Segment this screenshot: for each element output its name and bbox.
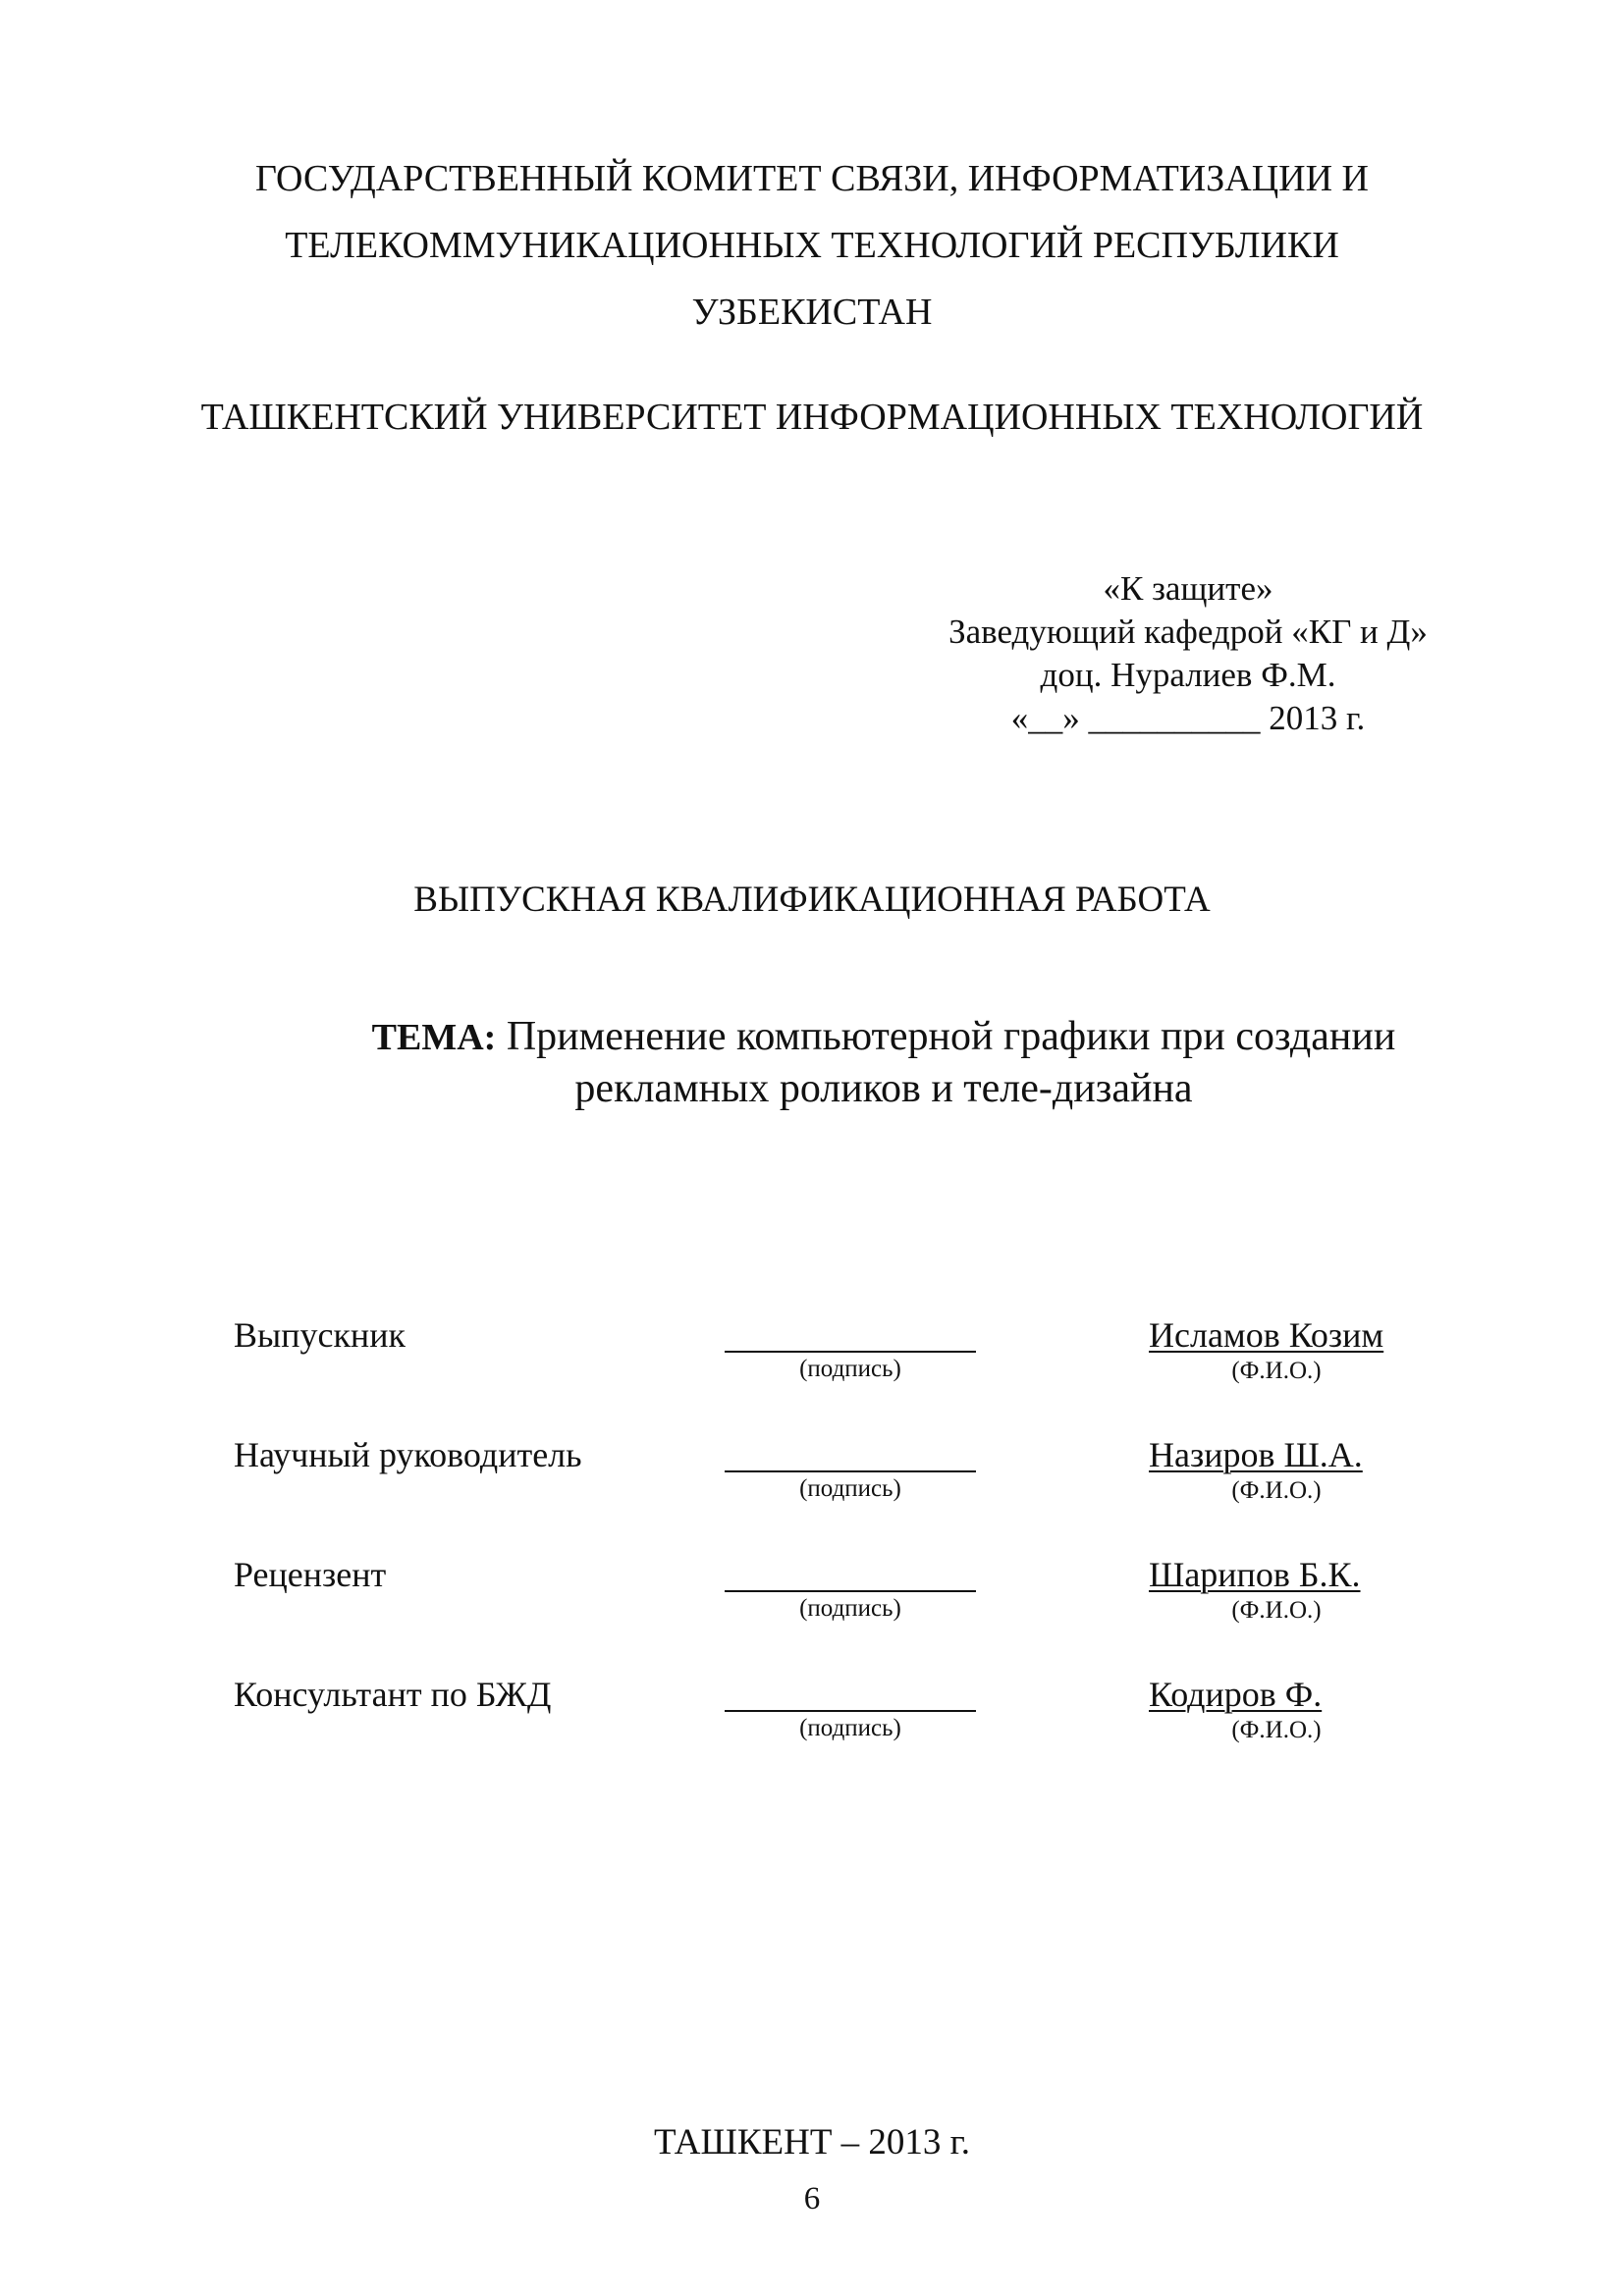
work-type-title: ВЫПУСКНАЯ КВАЛИФИКАЦИОННАЯ РАБОТА — [413, 880, 1211, 920]
name-caption: (Ф.И.О.) — [1231, 1477, 1322, 1504]
person-name: Шарипов Б.К. — [1149, 1555, 1361, 1594]
role-label: Консультант по БЖД — [234, 1675, 552, 1714]
theme-line-1 — [295, 1011, 1473, 1063]
signature-line — [725, 1590, 976, 1592]
page-number: 6 — [803, 2181, 821, 2216]
ministry-header — [0, 145, 1624, 346]
role-label: Научный руководитель — [234, 1435, 582, 1474]
signature-row-supervisor — [0, 1433, 1624, 1531]
person-name: Кодиров Ф. — [1149, 1675, 1323, 1714]
signature-line — [725, 1710, 976, 1712]
university-name: ТАШКЕНТСКИЙ УНИВЕРСИТЕТ ИНФОРМАЦИОННЫХ ТЕХНОЛОГИЙ — [200, 397, 1424, 438]
theme-text-1: Применение компьютерной графики при создании — [506, 1014, 1396, 1059]
city-year: ТАШКЕНТ – 2013 г. — [654, 2122, 970, 2163]
name-caption: (Ф.И.О.) — [1231, 1597, 1322, 1624]
approval-date: «__» __________ 2013 г. — [1010, 699, 1366, 737]
ministry-line: ГОСУДАРСТВЕННЫЙ КОМИТЕТ СВЯЗИ, ИНФОРМАТИЗАЦИИ И — [255, 158, 1369, 199]
name-caption: (Ф.И.О.) — [1231, 1358, 1322, 1384]
approval-head-name: доц. Нуралиев Ф.М. — [1040, 656, 1336, 694]
signature-caption: (подпись) — [799, 1475, 901, 1502]
role-label: Выпускник — [234, 1315, 406, 1355]
ministry-line: УЗБЕКИСТАН — [691, 292, 933, 333]
signature-line — [725, 1351, 976, 1353]
signature-caption: (подпись) — [799, 1356, 901, 1382]
signature-row-reviewer — [0, 1553, 1624, 1651]
signature-row-safety-consultant — [0, 1673, 1624, 1771]
person-name: Назиров Ш.А. — [1149, 1435, 1363, 1474]
signature-row-graduate — [0, 1313, 1624, 1412]
name-caption: (Ф.И.О.) — [1231, 1717, 1322, 1743]
signature-line — [725, 1470, 976, 1472]
signature-caption: (подпись) — [799, 1715, 901, 1741]
approval-head-title: Заведующий кафедрой «КГ и Д» — [948, 613, 1428, 651]
theme-label: ТЕМА: — [371, 1017, 497, 1058]
theme-block — [295, 1011, 1473, 1114]
theme-text-2: рекламных роликов и теле-дизайна — [574, 1066, 1193, 1111]
person-name: Исламов Козим — [1149, 1315, 1384, 1355]
approval-block — [884, 567, 1492, 740]
approval-heading: «К защите» — [1103, 569, 1273, 608]
signature-caption: (подпись) — [799, 1595, 901, 1622]
role-label: Рецензент — [234, 1555, 387, 1594]
ministry-line: ТЕЛЕКОММУНИКАЦИОННЫХ ТЕХНОЛОГИЙ РЕСПУБЛИКИ — [285, 225, 1339, 266]
